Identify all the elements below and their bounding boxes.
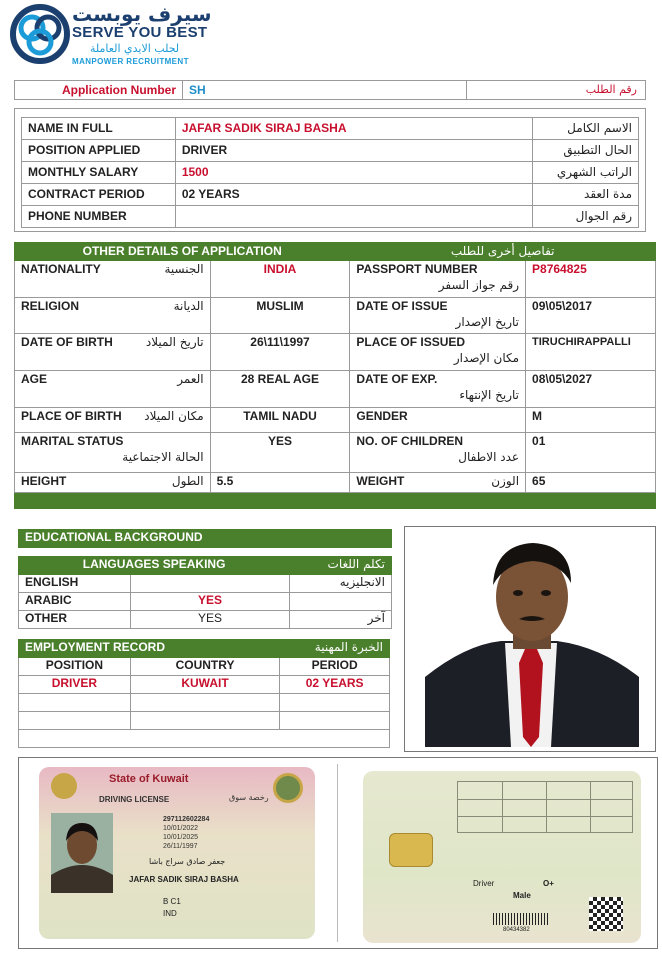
table-row [19,611,392,629]
license-expiry-date: 10/01/2025 [163,834,199,841]
application-number-row [14,80,646,100]
table-row [15,334,656,371]
nationality-value: INDIA [210,261,350,298]
license-type: DRIVING LICENSE [99,795,170,804]
nationality-label-arabic: الجنسية [164,262,204,276]
employment-cell [130,712,280,730]
position-label: POSITION APPLIED [22,140,176,162]
birthplace-value: TAMIL NADU [210,408,350,433]
brand-name-arabic: سيرف يوبست [72,2,212,26]
employment-table [18,639,390,748]
dob-label-arabic: تاريخ الميلاد [145,335,204,349]
height-cell [15,473,211,493]
education-title: EDUCATIONAL BACKGROUND [19,530,219,548]
nationality-cell [15,261,211,298]
age-label: AGE [21,372,48,386]
table-row [15,371,656,408]
marital-cell [15,433,211,473]
nationality-label: NATIONALITY [21,262,101,276]
language-other: OTHER [19,611,131,629]
children-label-arabic: عدد الاطفال [458,450,520,464]
other-details-footer-bar [15,493,656,509]
table-header-row [19,658,390,676]
brand-subtitle-arabic: لجلب الايدي العاملة [90,42,180,55]
qr-code-icon [589,897,623,931]
personal-info-table [21,117,639,228]
marital-value: YES [210,433,350,473]
birthplace-label-arabic: مكان الميلاد [144,409,204,423]
employment-title: EMPLOYMENT RECORD [19,640,280,658]
passport-label: PASSPORT NUMBER [356,262,478,276]
license-back-card [363,771,641,943]
application-number-value: SH [183,81,467,99]
table-row [22,162,639,184]
religion-label: RELIGION [21,299,80,313]
expiry-cell [350,371,526,408]
expiry-value: 08\05\2027 [526,371,656,408]
employment-cell [280,712,390,730]
phone-label-arabic: رقم الجوال [533,206,639,228]
dob-value: 26\11\1997 [210,334,350,371]
place-issued-value: TIRUCHIRAPPALLI [526,334,656,371]
license-front-card [39,767,315,939]
passport-cell [350,261,526,298]
table-row [19,575,392,593]
employment-cell [19,694,131,712]
language-english: ENGLISH [19,575,131,593]
section-header [15,243,656,261]
dob-label: DATE OF BIRTH [21,335,113,349]
personal-info-box [14,108,646,232]
employment-country: KUWAIT [130,676,280,694]
gender-value: M [526,408,656,433]
column-header-country: COUNTRY [130,658,280,676]
brand-subtitle: MANPOWER RECRUITMENT [72,57,189,66]
license-dob: 26/11/1997 [163,843,198,850]
religion-label-arabic: الديانة [173,299,204,313]
license-issue-date: 10/01/2022 [163,825,199,832]
height-value: 5.5 [210,473,350,493]
section-header [19,557,392,575]
languages-title: LANGUAGES SPEAKING [19,557,290,575]
employment-section [18,639,390,748]
name-label-arabic: الاسم الكامل [533,118,639,140]
license-details [123,815,209,851]
place-issued-cell [350,334,526,371]
salary-label-arabic: الراتب الشهري [533,162,639,184]
other-details-title-arabic: تفاصيل أخرى للطلب [350,243,656,261]
language-other-value: YES [130,611,289,629]
employment-title-arabic: الخبرة المهنية [280,640,390,658]
name-value: JAFAR SADIK SIRAJ BASHA [175,118,532,140]
license-divider [337,764,338,942]
languages-table [18,556,392,629]
section-header [19,640,390,658]
license-nationality: IND [163,909,177,918]
column-header-position: POSITION [19,658,131,676]
gender-label: GENDER [350,408,526,433]
phone-label: PHONE NUMBER [22,206,176,228]
children-cell [350,433,526,473]
table-row [22,140,639,162]
table-row [22,118,639,140]
phone-value [175,206,532,228]
applicant-photo [405,527,655,751]
contract-label: CONTRACT PERIOD [22,184,176,206]
application-number-label-arabic: رقم الطلب [585,83,637,96]
application-number-label: Application Number [15,81,183,99]
license-type-arabic: رخصة سوق [229,793,269,802]
license-name-arabic: جعفر صادق سراج باشا [149,857,226,866]
weight-label-arabic: الوزن [491,474,520,488]
issue-date-cell [350,298,526,334]
issue-date-label-arabic: تاريخ الإصدار [455,315,520,329]
place-issued-label-arabic: مكان الإصدار [453,351,520,365]
license-photo [51,813,113,893]
language-arabic: ARABIC [19,593,131,611]
employment-period: 02 YEARS [280,676,390,694]
passport-value: P8764825 [526,261,656,298]
education-title-filler [218,530,391,548]
name-label: NAME IN FULL [22,118,176,140]
education-section [18,529,392,547]
table-row [15,473,656,493]
kuwait-emblem-icon [51,773,77,799]
education-table [18,529,392,548]
license-seal-icon [273,773,303,803]
contract-label-arabic: مدة العقد [533,184,639,206]
employment-cell [280,694,390,712]
language-arabic-extra [290,593,392,611]
contract-value: 02 YEARS [175,184,532,206]
company-logo [10,4,70,64]
issue-date-label: DATE OF ISSUE [356,299,448,313]
table-row [22,184,639,206]
table-row [19,730,390,748]
license-back-profession: Driver [473,879,495,888]
children-value: 01 [526,433,656,473]
license-back-table [457,781,633,833]
marital-label: MARITAL STATUS [21,434,124,448]
languages-section [18,556,392,629]
weight-label: WEIGHT [356,474,405,488]
salary-value: 1500 [175,162,532,184]
license-number: 297112602284 [163,816,210,823]
languages-title-arabic: تكلم اللغات [290,557,392,575]
license-scan-frame [18,757,658,949]
height-label: HEIGHT [21,474,67,488]
table-row [15,261,656,298]
barcode-icon [493,913,549,925]
children-label: NO. OF CHILDREN [356,434,464,448]
salary-label: MONTHLY SALARY [22,162,176,184]
height-label-arabic: الطول [171,474,204,488]
religion-cell [15,298,211,334]
position-value: DRIVER [175,140,532,162]
expiry-label-arabic: تاريخ الإنتهاء [459,388,520,402]
applicant-photo-frame [404,526,656,752]
weight-cell [350,473,526,493]
chip-icon [389,833,433,867]
place-issued-label: PLACE OF ISSUED [356,335,466,349]
other-details-table [14,242,656,509]
table-row [15,298,656,334]
table-row [19,712,390,730]
religion-value: MUSLIM [210,298,350,334]
age-cell [15,371,211,408]
table-row [15,433,656,473]
brand-name: SERVE YOU BEST [72,24,208,41]
license-class: B C1 [163,897,181,906]
age-value: 28 REAL AGE [210,371,350,408]
license-back-blood: O+ [543,879,554,888]
language-other-arabic: آخر [290,611,392,629]
marital-label-arabic: الحالة الاجتماعية [122,450,204,464]
expiry-label: DATE OF EXP. [356,372,438,386]
language-english-value [130,575,289,593]
employment-cell [19,712,131,730]
license-country: State of Kuwait [109,773,189,785]
license-back-serial: 80434382 [503,927,530,933]
age-label-arabic: العمر [177,372,204,386]
birthplace-label: PLACE OF BIRTH [21,409,122,423]
employment-empty-row [19,730,390,748]
section-footer [15,493,656,509]
column-header-period: PERIOD [280,658,390,676]
dob-cell [15,334,211,371]
employment-position: DRIVER [19,676,131,694]
position-label-arabic: الحال التطبيق [533,140,639,162]
license-back-gender: Male [513,891,531,900]
table-row [19,593,392,611]
table-row [15,408,656,433]
table-row [19,694,390,712]
employment-cell [130,694,280,712]
weight-value: 65 [526,473,656,493]
passport-label-arabic: رقم جواز السفر [438,278,520,292]
license-name: JAFAR SADIK SIRAJ BASHA [129,875,239,884]
other-details-title: OTHER DETAILS OF APPLICATION [15,243,350,261]
other-details-section [14,242,656,509]
issue-date-value: 09\05\2017 [526,298,656,334]
language-arabic-value: YES [130,593,289,611]
birthplace-cell [15,408,211,433]
language-english-arabic: الانجليزيه [290,575,392,593]
table-row [19,676,390,694]
table-row [22,206,639,228]
